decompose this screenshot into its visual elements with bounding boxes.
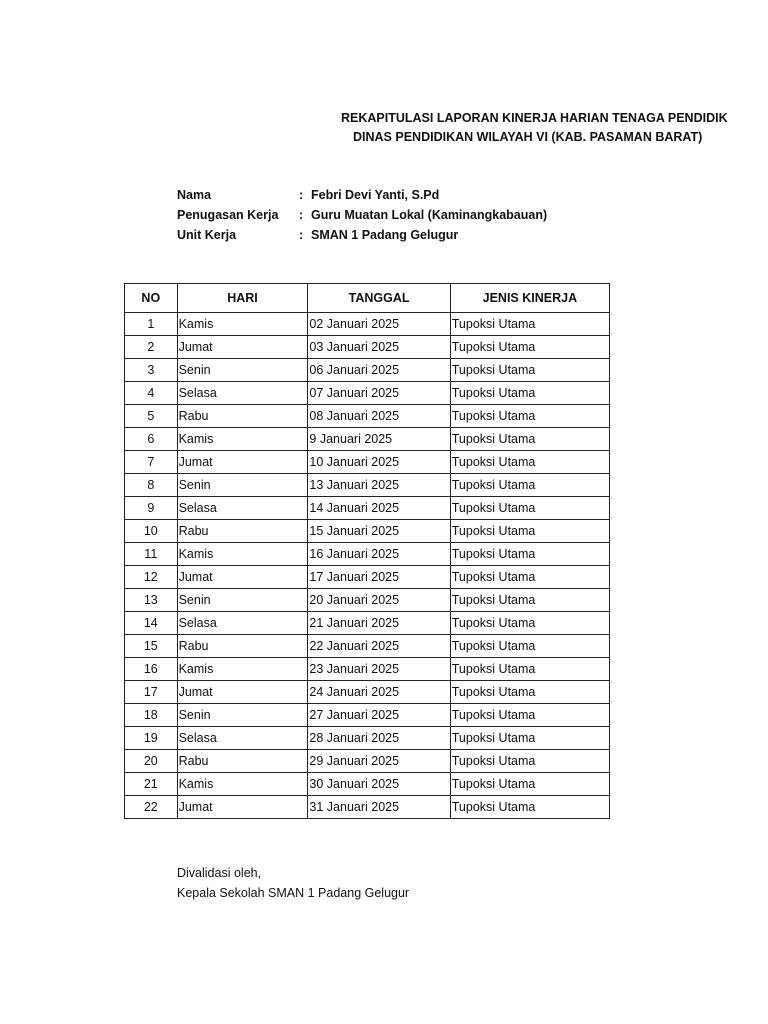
cell-tanggal: 24 Januari 2025 — [308, 681, 450, 704]
cell-jenis-kinerja: Tupoksi Utama — [450, 704, 609, 727]
validated-by-text: Divalidasi oleh, — [177, 866, 262, 880]
cell-tanggal: 07 Januari 2025 — [308, 382, 450, 405]
table-row — [125, 451, 610, 474]
cell-tanggal: 20 Januari 2025 — [308, 589, 450, 612]
cell-no: 17 — [125, 681, 178, 704]
cell-no: 15 — [125, 635, 178, 658]
kinerja-table — [124, 283, 610, 819]
info-value-nama: Febri Devi Yanti, S.Pd — [311, 188, 440, 202]
cell-jenis-kinerja: Tupoksi Utama — [450, 681, 609, 704]
cell-jenis-kinerja: Tupoksi Utama — [450, 520, 609, 543]
info-label-penugasan: Penugasan Kerja — [177, 208, 279, 222]
cell-no: 6 — [125, 428, 178, 451]
cell-jenis-kinerja: Tupoksi Utama — [450, 543, 609, 566]
table-row — [125, 727, 610, 750]
report-title-line2-text: DINAS PENDIDIKAN WILAYAH VI (KAB. PASAMAN BARAT) — [353, 130, 703, 144]
cell-jenis-kinerja: Tupoksi Utama — [450, 382, 609, 405]
table-row — [125, 474, 610, 497]
cell-hari: Kamis — [177, 313, 308, 336]
cell-hari: Selasa — [177, 382, 308, 405]
table-row — [125, 428, 610, 451]
cell-tanggal: 27 Januari 2025 — [308, 704, 450, 727]
cell-jenis-kinerja: Tupoksi Utama — [450, 451, 609, 474]
cell-hari: Rabu — [177, 405, 308, 428]
cell-hari: Jumat — [177, 681, 308, 704]
cell-no: 8 — [125, 474, 178, 497]
cell-hari: Rabu — [177, 520, 308, 543]
cell-jenis-kinerja: Tupoksi Utama — [450, 658, 609, 681]
cell-no: 9 — [125, 497, 178, 520]
cell-jenis-kinerja: Tupoksi Utama — [450, 313, 609, 336]
table-row — [125, 635, 610, 658]
cell-hari: Selasa — [177, 497, 308, 520]
cell-tanggal: 03 Januari 2025 — [308, 336, 450, 359]
info-value-penugasan: Guru Muatan Lokal (Kaminangkabauan) — [311, 208, 548, 222]
cell-tanggal: 9 Januari 2025 — [308, 428, 450, 451]
cell-hari: Rabu — [177, 635, 308, 658]
cell-hari: Kamis — [177, 543, 308, 566]
cell-jenis-kinerja: Tupoksi Utama — [450, 727, 609, 750]
cell-jenis-kinerja: Tupoksi Utama — [450, 612, 609, 635]
cell-jenis-kinerja: Tupoksi Utama — [450, 566, 609, 589]
info-value-unit-kerja: SMAN 1 Padang Gelugur — [311, 228, 459, 242]
table-row — [125, 796, 610, 819]
info-row-unit-kerja — [177, 227, 547, 247]
cell-no: 11 — [125, 543, 178, 566]
cell-jenis-kinerja: Tupoksi Utama — [450, 405, 609, 428]
column-header-tanggal: TANGGAL — [308, 284, 450, 313]
cell-hari: Jumat — [177, 451, 308, 474]
cell-tanggal: 15 Januari 2025 — [308, 520, 450, 543]
cell-hari: Senin — [177, 704, 308, 727]
cell-jenis-kinerja: Tupoksi Utama — [450, 336, 609, 359]
table-body — [125, 313, 610, 819]
info-row-penugasan — [177, 207, 547, 227]
cell-tanggal: 23 Januari 2025 — [308, 658, 450, 681]
cell-tanggal: 02 Januari 2025 — [308, 313, 450, 336]
cell-jenis-kinerja: Tupoksi Utama — [450, 750, 609, 773]
cell-no: 19 — [125, 727, 178, 750]
cell-jenis-kinerja: Tupoksi Utama — [450, 589, 609, 612]
table-row — [125, 359, 610, 382]
validation-block — [177, 863, 409, 903]
table-row — [125, 405, 610, 428]
table-row — [125, 382, 610, 405]
cell-hari: Jumat — [177, 796, 308, 819]
report-title-line1 — [0, 111, 728, 125]
cell-hari: Rabu — [177, 750, 308, 773]
table-row — [125, 566, 610, 589]
table-row — [125, 589, 610, 612]
info-label-unit-kerja: Unit Kerja — [177, 228, 237, 242]
report-title-line2 — [0, 130, 703, 144]
cell-no: 10 — [125, 520, 178, 543]
cell-hari: Senin — [177, 589, 308, 612]
cell-no: 1 — [125, 313, 178, 336]
column-header-no: NO — [125, 284, 178, 313]
table-row — [125, 313, 610, 336]
info-colon: : — [299, 188, 304, 202]
table-row — [125, 336, 610, 359]
cell-no: 14 — [125, 612, 178, 635]
cell-tanggal: 21 Januari 2025 — [308, 612, 450, 635]
cell-tanggal: 30 Januari 2025 — [308, 773, 450, 796]
cell-no: 4 — [125, 382, 178, 405]
cell-hari: Kamis — [177, 428, 308, 451]
cell-no: 20 — [125, 750, 178, 773]
cell-tanggal: 10 Januari 2025 — [308, 451, 450, 474]
cell-tanggal: 14 Januari 2025 — [308, 497, 450, 520]
cell-no: 3 — [125, 359, 178, 382]
cell-no: 13 — [125, 589, 178, 612]
info-colon: : — [299, 228, 304, 242]
column-header-jenis-kinerja: JENIS KINERJA — [450, 284, 609, 313]
info-row-nama — [177, 187, 547, 207]
cell-jenis-kinerja: Tupoksi Utama — [450, 796, 609, 819]
cell-jenis-kinerja: Tupoksi Utama — [450, 359, 609, 382]
table-row — [125, 773, 610, 796]
cell-jenis-kinerja: Tupoksi Utama — [450, 428, 609, 451]
table-row — [125, 704, 610, 727]
table-row — [125, 681, 610, 704]
table-header-row — [125, 284, 610, 313]
cell-tanggal: 17 Januari 2025 — [308, 566, 450, 589]
table-row — [125, 520, 610, 543]
cell-no: 18 — [125, 704, 178, 727]
cell-no: 5 — [125, 405, 178, 428]
cell-no: 7 — [125, 451, 178, 474]
cell-no: 16 — [125, 658, 178, 681]
info-colon: : — [299, 208, 304, 222]
cell-hari: Kamis — [177, 773, 308, 796]
cell-no: 22 — [125, 796, 178, 819]
cell-tanggal: 29 Januari 2025 — [308, 750, 450, 773]
cell-tanggal: 08 Januari 2025 — [308, 405, 450, 428]
cell-hari: Kamis — [177, 658, 308, 681]
table-row — [125, 543, 610, 566]
cell-tanggal: 06 Januari 2025 — [308, 359, 450, 382]
cell-jenis-kinerja: Tupoksi Utama — [450, 635, 609, 658]
cell-hari: Jumat — [177, 336, 308, 359]
cell-hari: Senin — [177, 474, 308, 497]
cell-no: 12 — [125, 566, 178, 589]
table-row — [125, 750, 610, 773]
info-label-nama: Nama — [177, 188, 212, 202]
table-row — [125, 612, 610, 635]
cell-jenis-kinerja: Tupoksi Utama — [450, 773, 609, 796]
cell-jenis-kinerja: Tupoksi Utama — [450, 497, 609, 520]
cell-tanggal: 22 Januari 2025 — [308, 635, 450, 658]
cell-tanggal: 31 Januari 2025 — [308, 796, 450, 819]
cell-tanggal: 28 Januari 2025 — [308, 727, 450, 750]
employee-info — [177, 187, 547, 247]
table-row — [125, 497, 610, 520]
cell-hari: Jumat — [177, 566, 308, 589]
cell-hari: Selasa — [177, 727, 308, 750]
cell-no: 21 — [125, 773, 178, 796]
report-title-line1-text: REKAPITULASI LAPORAN KINERJA HARIAN TENAGA PENDIDIK — [341, 111, 728, 125]
cell-no: 2 — [125, 336, 178, 359]
table-row — [125, 658, 610, 681]
column-header-hari: HARI — [177, 284, 308, 313]
cell-hari: Senin — [177, 359, 308, 382]
cell-jenis-kinerja: Tupoksi Utama — [450, 474, 609, 497]
cell-tanggal: 13 Januari 2025 — [308, 474, 450, 497]
cell-hari: Selasa — [177, 612, 308, 635]
cell-tanggal: 16 Januari 2025 — [308, 543, 450, 566]
validator-position-text: Kepala Sekolah SMAN 1 Padang Gelugur — [177, 886, 410, 900]
